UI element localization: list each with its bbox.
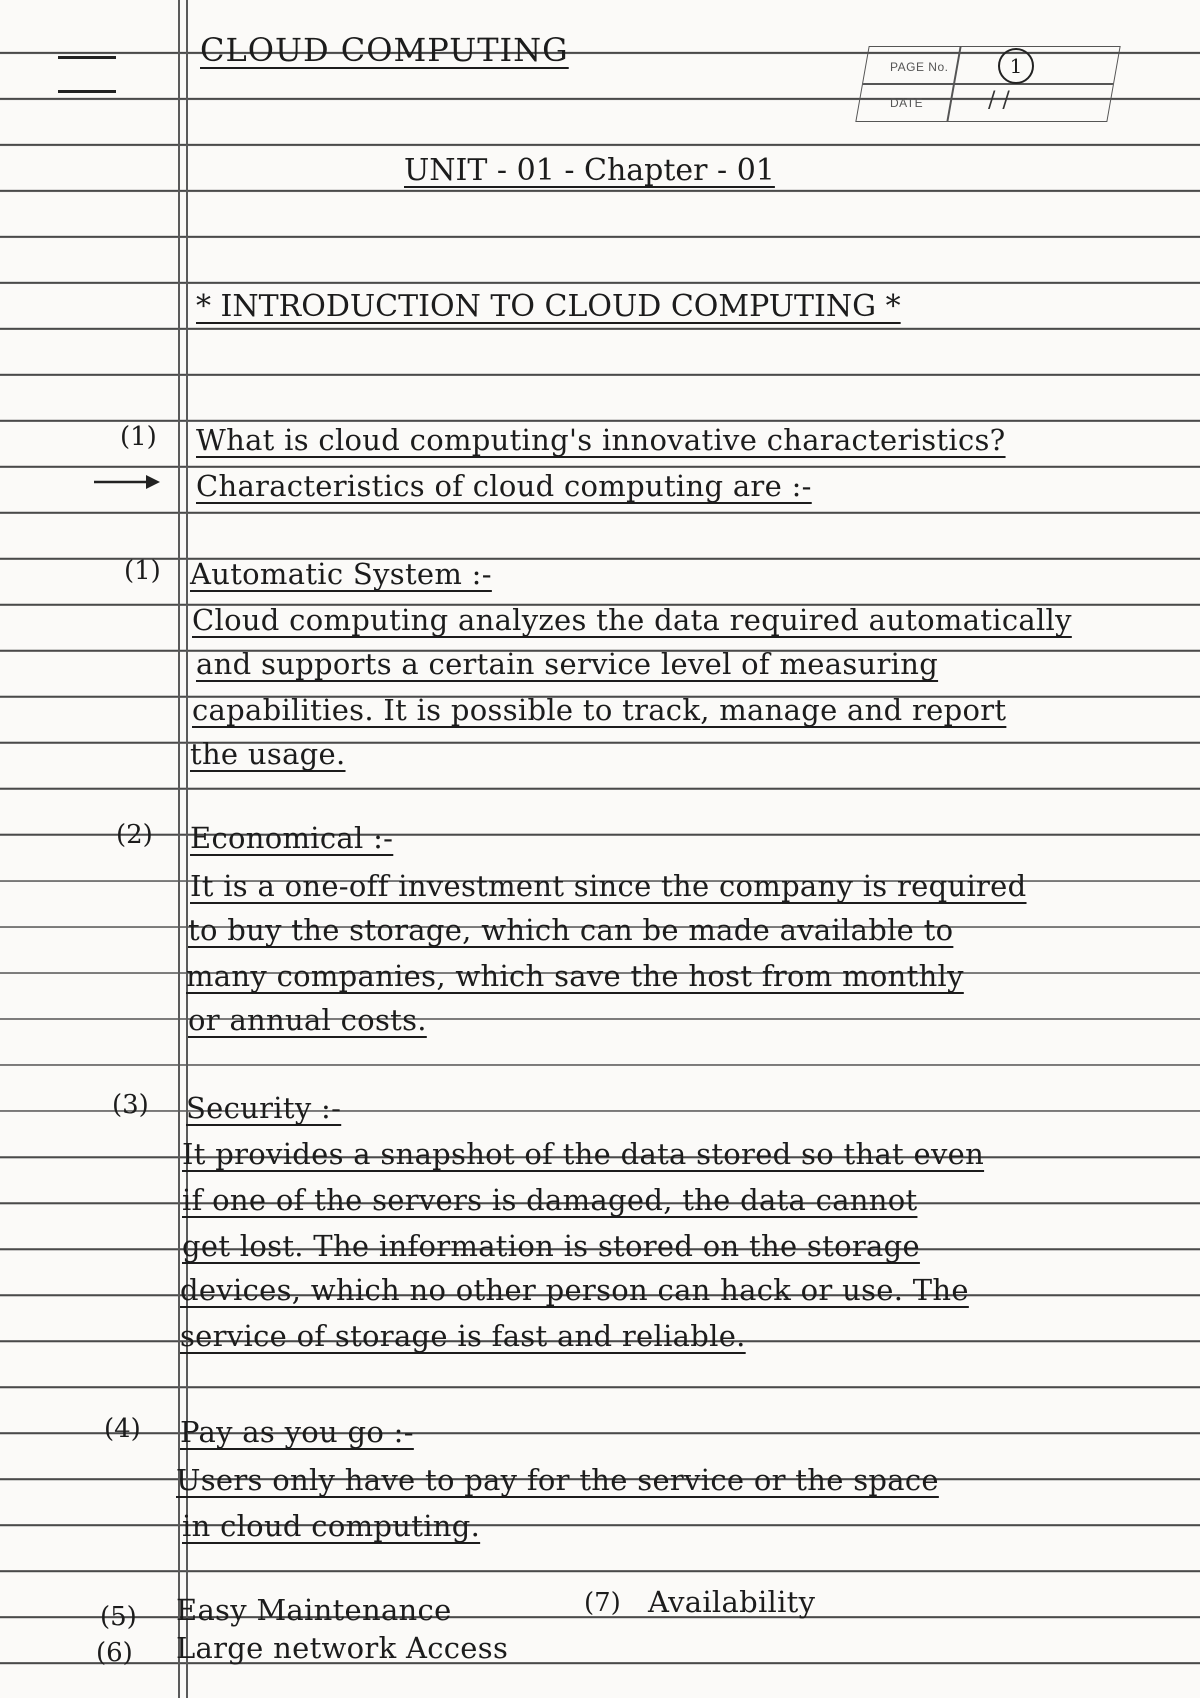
extra-item-number: (6) — [96, 1638, 133, 1668]
item-number: (2) — [116, 820, 153, 850]
item-line: devices, which no other person can hack or use. The — [180, 1273, 969, 1307]
item-line: get lost. The information is stored on the storage — [182, 1229, 920, 1263]
extra-item-number: (7) — [584, 1588, 621, 1618]
item-line: Cloud computing analyzes the data required automatically — [192, 603, 1072, 637]
extra-item-number: (5) — [100, 1602, 137, 1632]
subject-title: CLOUD COMPUTING — [200, 31, 569, 69]
item-line: and supports a certain service level of measuring — [196, 647, 939, 681]
item-line: Users only have to pay for the service or the space — [176, 1463, 939, 1497]
question-text: What is cloud computing's innovative characteristics? — [196, 423, 1006, 457]
extra-item-title: Availability — [648, 1585, 816, 1619]
arrow-right-icon — [92, 472, 162, 492]
item-number: (1) — [124, 556, 161, 586]
item-number: (3) — [112, 1090, 149, 1120]
item-title: Economical :- — [190, 821, 394, 855]
item-title: Security :- — [186, 1091, 342, 1125]
extra-item-title: Easy Maintenance — [176, 1593, 452, 1627]
item-line: to buy the storage, which can be made available to — [188, 913, 954, 947]
date-value: / / — [988, 88, 1010, 113]
item-line: the usage. — [190, 737, 346, 771]
answer-intro: Characteristics of cloud computing are :- — [196, 469, 812, 503]
item-title: Automatic System :- — [190, 557, 492, 591]
page-no-label: PAGE No. — [890, 60, 949, 74]
corner-dash-bottom — [58, 90, 116, 93]
topic-heading: * INTRODUCTION TO CLOUD COMPUTING * — [196, 289, 901, 324]
unit-heading: UNIT - 01 - Chapter - 01 — [404, 153, 775, 188]
item-line: It is a one-off investment since the company is required — [190, 869, 1027, 903]
corner-dash-top — [58, 56, 116, 59]
item-line: service of storage is fast and reliable. — [180, 1319, 746, 1353]
item-line: or annual costs. — [188, 1003, 427, 1037]
item-line: It provides a snapshot of the data stored so that even — [182, 1137, 985, 1171]
item-line: capabilities. It is possible to track, manage and report — [192, 693, 1007, 727]
item-line: many companies, which save the host from monthly — [186, 959, 964, 993]
extra-item-title: Large network Access — [176, 1631, 509, 1665]
item-title: Pay as you go :- — [180, 1415, 414, 1449]
date-label: DATE — [890, 96, 924, 110]
page-number: 1 — [998, 48, 1034, 84]
item-line: if one of the servers is damaged, the data cannot — [182, 1183, 918, 1217]
item-line: in cloud computing. — [182, 1509, 481, 1543]
item-number: (4) — [104, 1414, 141, 1444]
page-box-divider — [863, 83, 1113, 85]
question-number: (1) — [120, 422, 157, 452]
